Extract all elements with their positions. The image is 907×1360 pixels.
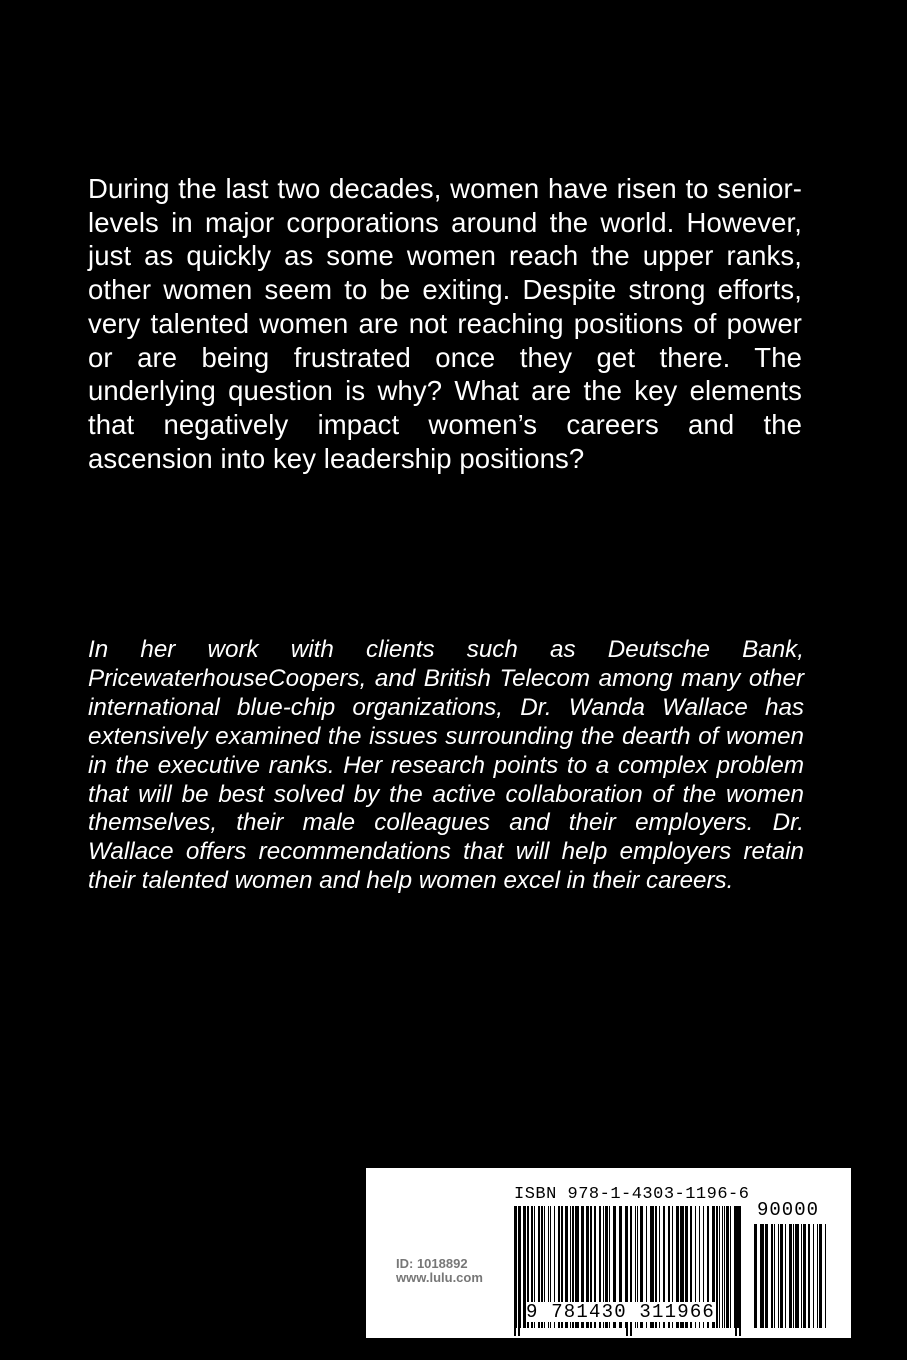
author-blurb: In her work with clients such as Deutsche Bank, PricewaterhouseCoopers, and British Telecom among many other international blue-chip organizations, Dr. Wanda Wallace has extensively examined the issues surrounding the dearth of women in the executive ranks. Her research points to a complex problem that will be best solved by the active collaboration of the women themselves, their male colleagues and their employers. Dr. Wallace offers recommendations that will help employers retain their talented women and help women excel in their careers. xyxy=(88,636,804,895)
barcode-bar xyxy=(780,1224,783,1328)
barcode-bar xyxy=(774,1224,775,1328)
barcode-bar xyxy=(719,1206,720,1328)
barcode-bar xyxy=(795,1224,799,1328)
barcode-guard-bar xyxy=(735,1206,737,1336)
barcode-bar xyxy=(813,1224,814,1328)
barcode-bar xyxy=(760,1224,764,1328)
isbn-label: ISBN 978-1-4303-1196-6 xyxy=(514,1185,750,1204)
lulu-url: www.lulu.com xyxy=(396,1270,483,1285)
price-code: 90000 xyxy=(757,1199,820,1221)
barcode-bar xyxy=(785,1224,786,1328)
barcode-guard-bar xyxy=(518,1206,520,1336)
barcode-bar xyxy=(808,1224,810,1328)
barcode-bar xyxy=(754,1224,757,1328)
barcode-bar xyxy=(722,1206,723,1328)
barcode-guard-bar xyxy=(739,1206,741,1336)
barcode-bar xyxy=(730,1206,731,1328)
barcode-bar xyxy=(716,1206,718,1328)
barcode-bar xyxy=(726,1206,729,1328)
barcode-bar xyxy=(520,1206,521,1328)
barcode-bar xyxy=(789,1224,792,1328)
barcode-bar xyxy=(793,1224,794,1328)
barcode-bar xyxy=(801,1224,802,1328)
barcode-bar xyxy=(803,1224,806,1328)
barcode-bar xyxy=(737,1206,739,1328)
barcode-bar xyxy=(765,1224,768,1328)
barcode-bar xyxy=(819,1224,822,1328)
barcode-bar xyxy=(724,1206,725,1328)
isbn-barcode-box xyxy=(366,1168,851,1338)
barcode-bar xyxy=(771,1224,773,1328)
barcode-guard-bar xyxy=(514,1206,516,1336)
back-cover-blurb: During the last two decades, women have risen to senior-levels in major corporations around the world. However, just as quickly as some women reach the upper ranks, other women seem to be exiting. Despite strong efforts, very talented women are not reaching positions of power or are being frustrated once they get there. The underlying question is why? What are the key elements that negatively impact women’s careers and the ascension into key leadership positions? xyxy=(88,173,802,474)
barcode-bar xyxy=(778,1224,779,1328)
barcode-bar xyxy=(817,1224,818,1328)
barcode-bar xyxy=(825,1224,826,1328)
ean-digits: 9 781430 311966 xyxy=(526,1301,716,1323)
lulu-id: ID: 1018892 xyxy=(396,1256,468,1271)
